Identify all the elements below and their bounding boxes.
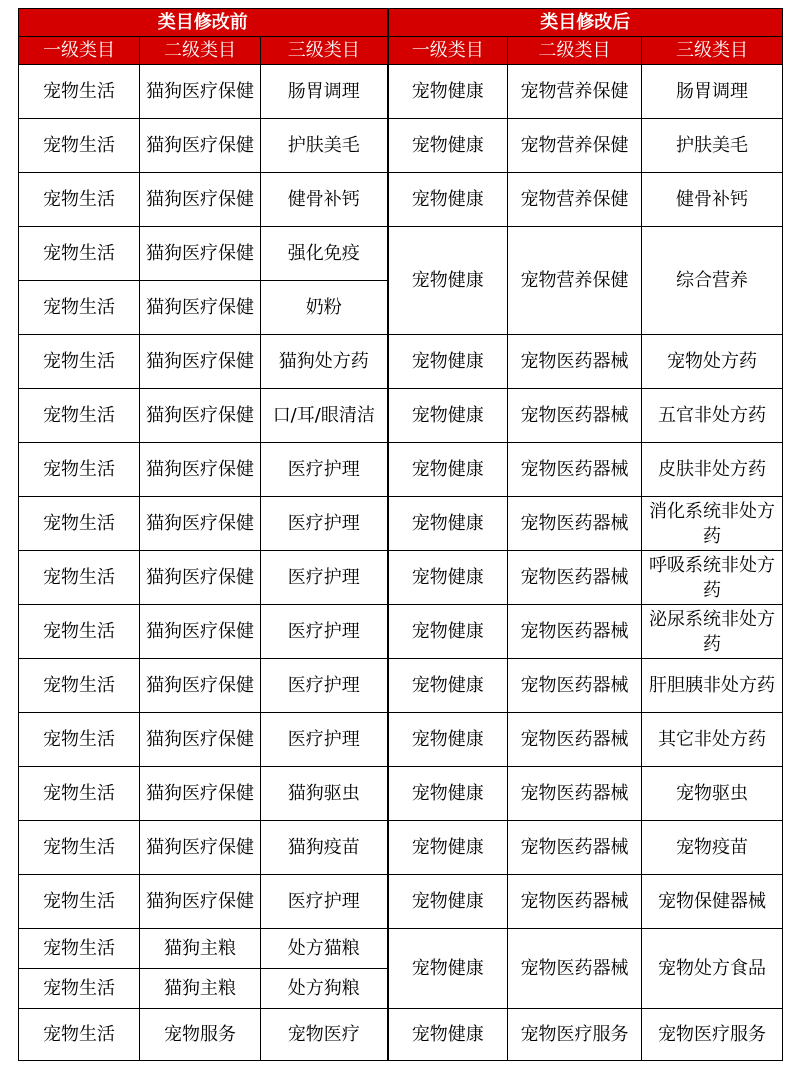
table-row [19,389,783,443]
table-row [19,65,783,119]
table-row [19,929,783,969]
before-level2-cell: 猫狗主粮 [140,969,261,1009]
after-level1-cell: 宠物健康 [388,443,508,497]
before-level1-cell: 宠物生活 [19,875,140,929]
after-level3-cell: 五官非处方药 [642,389,783,443]
table-row [19,497,783,551]
before-level1-cell: 宠物生活 [19,551,140,605]
after-level2-cell: 宠物医药器械 [508,875,642,929]
before-level2-cell: 猫狗医疗保健 [140,497,261,551]
after-level1-cell: 宠物健康 [388,497,508,551]
before-level3-cell: 医疗护理 [261,713,388,767]
after-level1-cell: 宠物健康 [388,929,508,1009]
before-level1-cell: 宠物生活 [19,821,140,875]
before-level1-cell: 宠物生活 [19,443,140,497]
after-level1-cell: 宠物健康 [388,65,508,119]
table-row [19,767,783,821]
column-header-before-level1: 一级类目 [19,37,140,65]
table-row [19,227,783,281]
after-level1-cell: 宠物健康 [388,767,508,821]
before-level1-cell: 宠物生活 [19,65,140,119]
after-level3-cell: 肠胃调理 [642,65,783,119]
before-level3-cell: 医疗护理 [261,875,388,929]
after-level2-cell: 宠物医药器械 [508,821,642,875]
before-level3-cell: 医疗护理 [261,605,388,659]
before-level1-cell: 宠物生活 [19,605,140,659]
table-row [19,119,783,173]
after-level2-cell: 宠物医疗服务 [508,1009,642,1061]
after-level2-cell: 宠物医药器械 [508,389,642,443]
after-level3-cell: 护肤美毛 [642,119,783,173]
after-level3-cell: 其它非处方药 [642,713,783,767]
before-level2-cell: 猫狗医疗保健 [140,389,261,443]
after-level1-cell: 宠物健康 [388,605,508,659]
after-level1-cell: 宠物健康 [388,659,508,713]
after-level2-cell: 宠物医药器械 [508,713,642,767]
before-level2-cell: 猫狗医疗保健 [140,173,261,227]
before-level3-cell: 口/耳/眼清洁 [261,389,388,443]
before-level2-cell: 猫狗医疗保健 [140,821,261,875]
table-row [19,605,783,659]
after-level3-cell: 宠物驱虫 [642,767,783,821]
after-level1-cell: 宠物健康 [388,227,508,335]
after-level1-cell: 宠物健康 [388,551,508,605]
after-level2-cell: 宠物医药器械 [508,767,642,821]
before-level2-cell: 猫狗医疗保健 [140,227,261,281]
before-level3-cell: 肠胃调理 [261,65,388,119]
before-level2-cell: 猫狗医疗保健 [140,551,261,605]
before-level3-cell: 处方猫粮 [261,929,388,969]
before-level2-cell: 猫狗医疗保健 [140,659,261,713]
after-level2-cell: 宠物医药器械 [508,605,642,659]
table-row [19,551,783,605]
column-header-after-level1: 一级类目 [388,37,508,65]
after-level2-cell: 宠物营养保健 [508,173,642,227]
after-level3-cell: 肝胆胰非处方药 [642,659,783,713]
before-level2-cell: 猫狗医疗保健 [140,65,261,119]
before-level2-cell: 宠物服务 [140,1009,261,1061]
after-level3-cell: 宠物疫苗 [642,821,783,875]
before-level1-cell: 宠物生活 [19,1009,140,1061]
after-level1-cell: 宠物健康 [388,335,508,389]
before-level1-cell: 宠物生活 [19,389,140,443]
before-level3-cell: 医疗护理 [261,497,388,551]
after-level1-cell: 宠物健康 [388,821,508,875]
before-level3-cell: 猫狗处方药 [261,335,388,389]
before-level3-cell: 宠物医疗 [261,1009,388,1061]
before-level2-cell: 猫狗医疗保健 [140,281,261,335]
before-level2-cell: 猫狗医疗保健 [140,605,261,659]
before-level3-cell: 奶粉 [261,281,388,335]
after-level2-cell: 宠物医药器械 [508,443,642,497]
after-level3-cell: 综合营养 [642,227,783,335]
before-level3-cell: 猫狗疫苗 [261,821,388,875]
after-level3-cell: 宠物保健器械 [642,875,783,929]
before-level2-cell: 猫狗医疗保健 [140,335,261,389]
after-level2-cell: 宠物医药器械 [508,659,642,713]
before-level2-cell: 猫狗主粮 [140,929,261,969]
after-level3-cell: 消化系统非处方药 [642,497,783,551]
before-level1-cell: 宠物生活 [19,281,140,335]
column-header-before-level3: 三级类目 [261,37,388,65]
table-row [19,821,783,875]
before-level1-cell: 宠物生活 [19,497,140,551]
table-row [19,659,783,713]
after-level3-cell: 健骨补钙 [642,173,783,227]
after-level1-cell: 宠物健康 [388,119,508,173]
category-mapping-table [18,8,783,1061]
before-level1-cell: 宠物生活 [19,929,140,969]
before-level2-cell: 猫狗医疗保健 [140,713,261,767]
before-level1-cell: 宠物生活 [19,335,140,389]
after-level3-cell: 泌尿系统非处方药 [642,605,783,659]
before-level3-cell: 处方狗粮 [261,969,388,1009]
before-level2-cell: 猫狗医疗保健 [140,119,261,173]
after-level2-cell: 宠物医药器械 [508,497,642,551]
after-level3-cell: 宠物医疗服务 [642,1009,783,1061]
after-level2-cell: 宠物营养保健 [508,119,642,173]
after-level2-cell: 宠物营养保健 [508,227,642,335]
after-level3-cell: 宠物处方食品 [642,929,783,1009]
before-level1-cell: 宠物生活 [19,969,140,1009]
after-level1-cell: 宠物健康 [388,1009,508,1061]
after-level2-cell: 宠物医药器械 [508,551,642,605]
after-level3-cell: 皮肤非处方药 [642,443,783,497]
before-group-header: 类目修改前 [19,9,388,37]
after-level2-cell: 宠物营养保健 [508,65,642,119]
before-level2-cell: 猫狗医疗保健 [140,875,261,929]
before-level1-cell: 宠物生活 [19,767,140,821]
table-row [19,443,783,497]
after-level3-cell: 宠物处方药 [642,335,783,389]
after-level1-cell: 宠物健康 [388,389,508,443]
table-row [19,875,783,929]
before-level2-cell: 猫狗医疗保健 [140,767,261,821]
after-level3-cell: 呼吸系统非处方药 [642,551,783,605]
before-level3-cell: 医疗护理 [261,659,388,713]
table-row [19,173,783,227]
before-level3-cell: 医疗护理 [261,551,388,605]
after-level1-cell: 宠物健康 [388,173,508,227]
before-level3-cell: 护肤美毛 [261,119,388,173]
after-level2-cell: 宠物医药器械 [508,929,642,1009]
before-level1-cell: 宠物生活 [19,119,140,173]
after-level1-cell: 宠物健康 [388,875,508,929]
table-row [19,335,783,389]
before-level3-cell: 猫狗驱虫 [261,767,388,821]
after-group-header: 类目修改后 [388,9,783,37]
table-row [19,713,783,767]
after-level2-cell: 宠物医药器械 [508,335,642,389]
before-level3-cell: 医疗护理 [261,443,388,497]
before-level2-cell: 猫狗医疗保健 [140,443,261,497]
column-header-before-level2: 二级类目 [140,37,261,65]
before-level3-cell: 健骨补钙 [261,173,388,227]
before-level3-cell: 强化免疫 [261,227,388,281]
column-header-after-level3: 三级类目 [642,37,783,65]
before-level1-cell: 宠物生活 [19,713,140,767]
before-level1-cell: 宠物生活 [19,227,140,281]
column-header-after-level2: 二级类目 [508,37,642,65]
before-level1-cell: 宠物生活 [19,659,140,713]
table-row [19,1009,783,1061]
after-level1-cell: 宠物健康 [388,713,508,767]
before-level1-cell: 宠物生活 [19,173,140,227]
